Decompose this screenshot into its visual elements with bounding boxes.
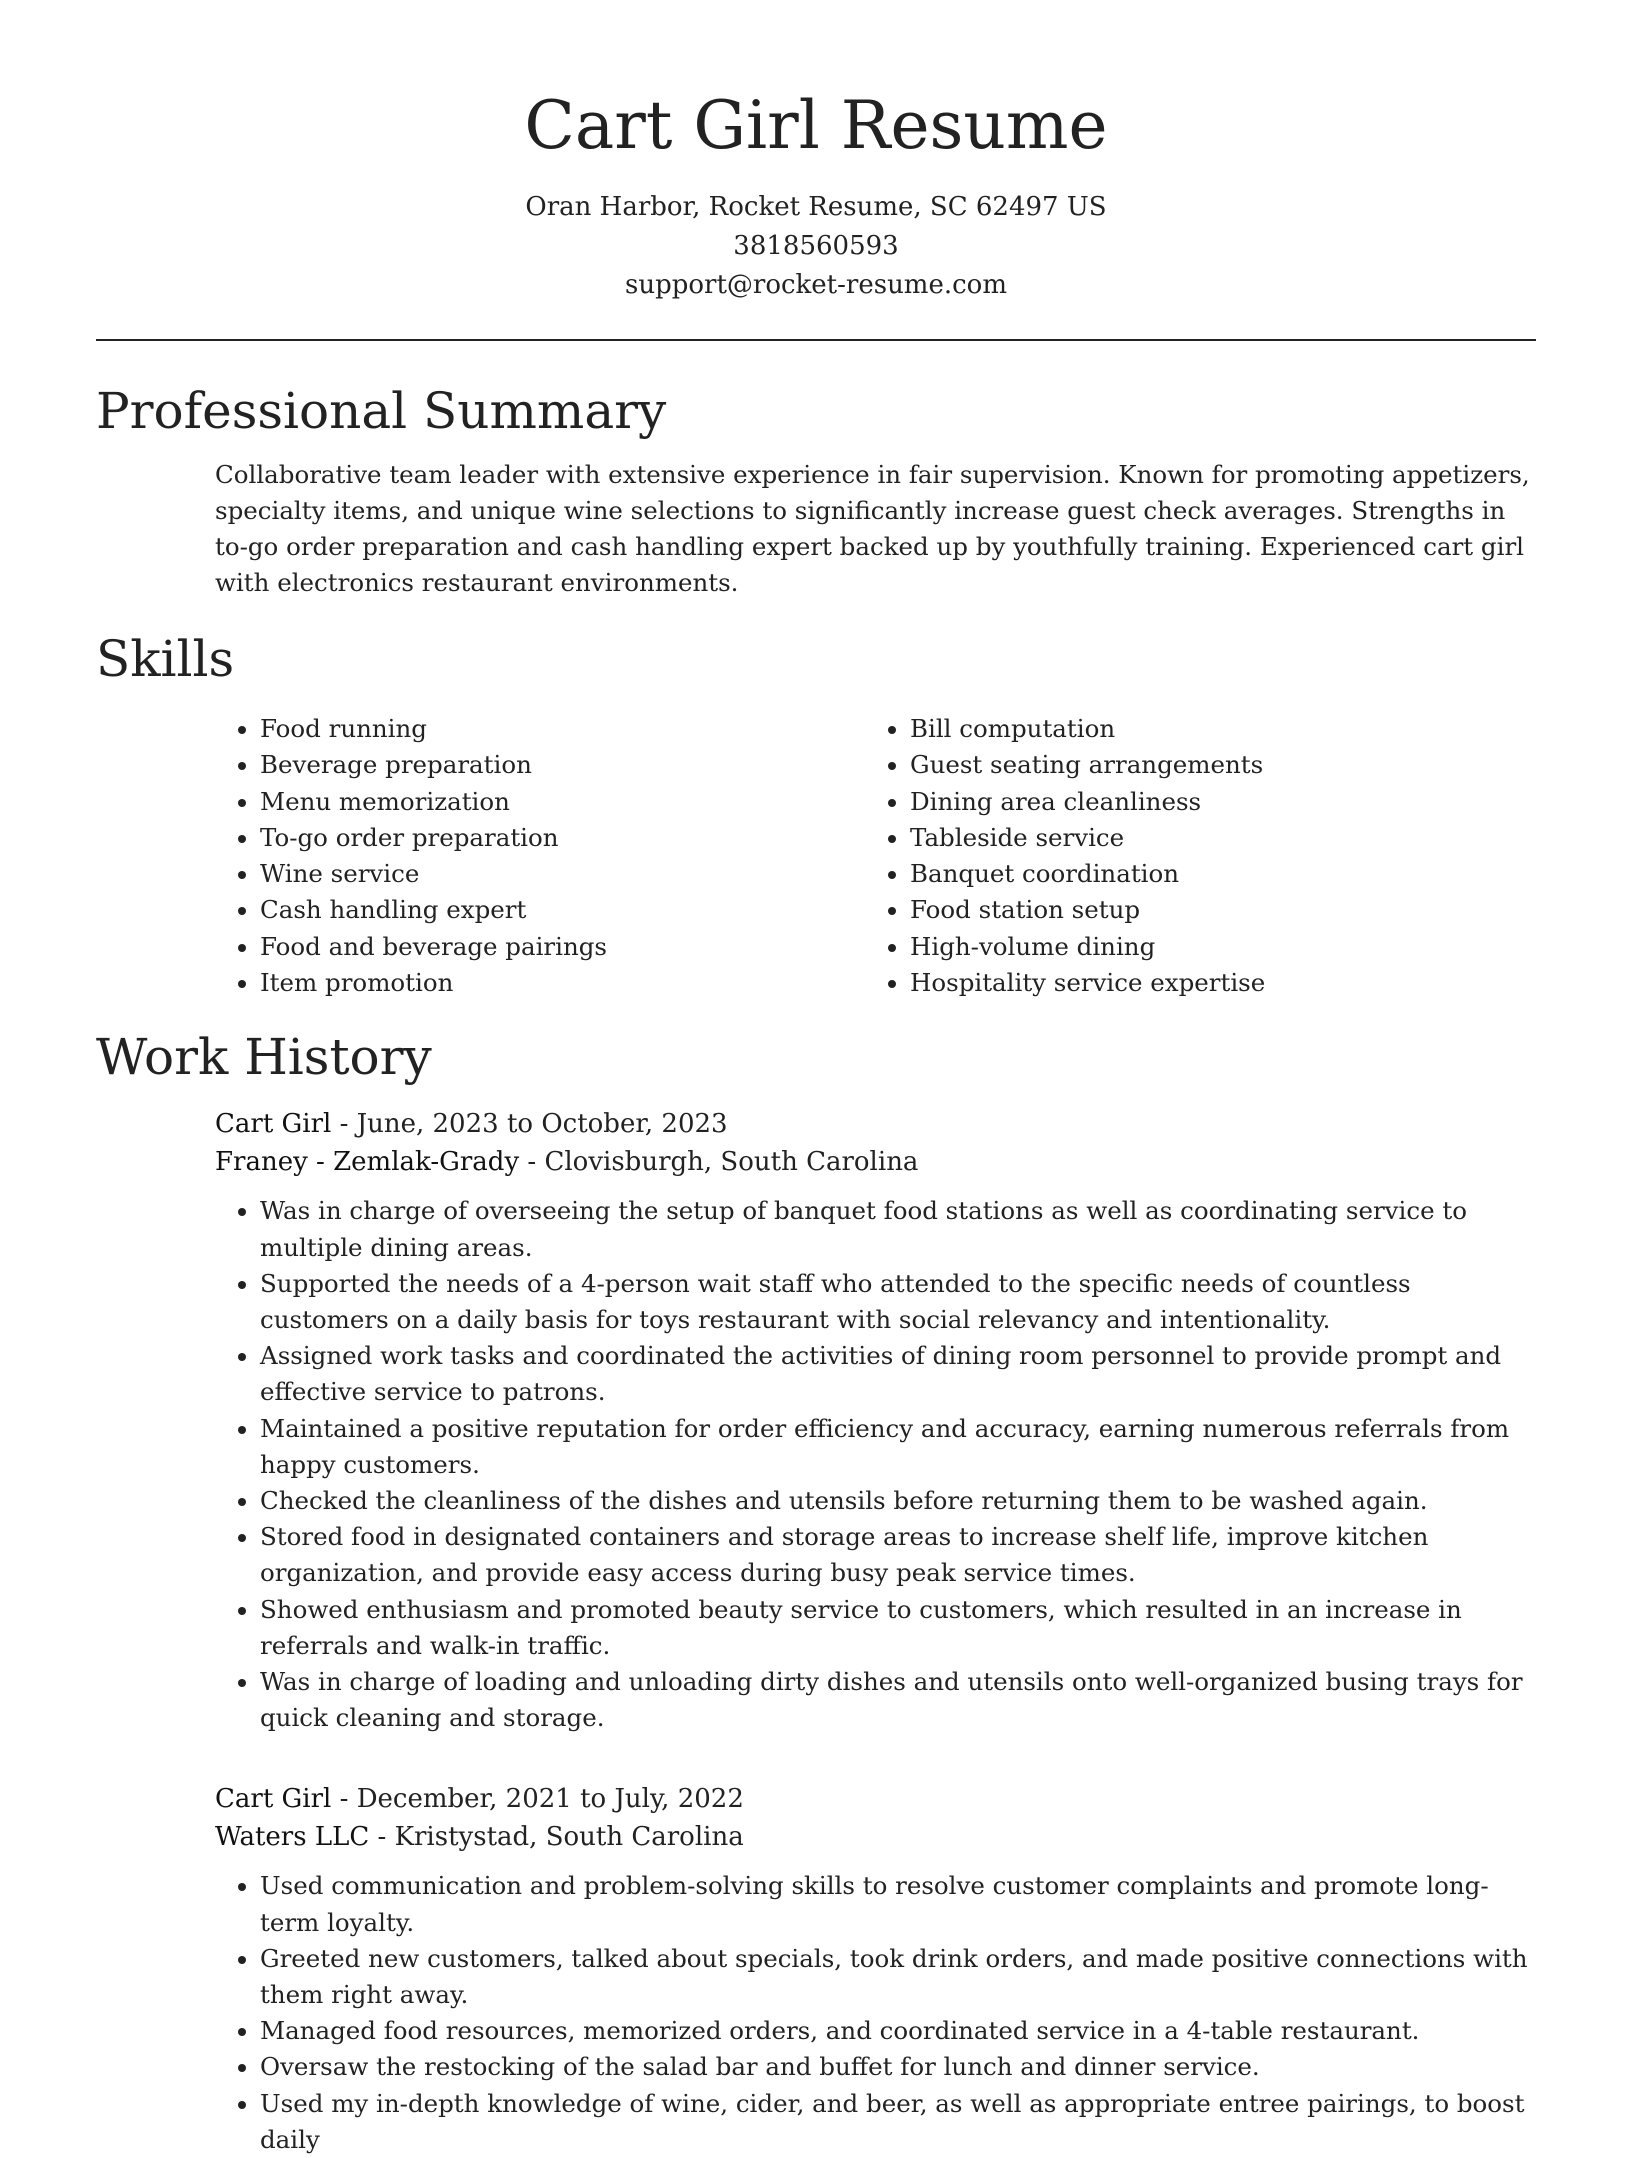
job-employer-line [215,1818,1536,1856]
job-bullets [215,1868,1536,2158]
job-title-line [215,1780,1536,1818]
job-bullet: • Maintained a positive reputation for order efficiency and accuracy, earning numerous referrals from happy customers. [260,1411,1536,1483]
job-location: - Clovisburgh, South Carolina [519,1147,919,1178]
contact-block [96,188,1536,305]
job-dates: - June, 2023 to October, 2023 [331,1109,728,1140]
job-bullet: • Managed food resources, memorized orders, and coordinated service in a 4-table restaurant. [260,2013,1536,2049]
job-entry [215,1105,1536,1736]
header-divider [96,339,1536,341]
job-bullet: • Greeted new customers, talked about specials, took drink orders, and made positive connections with them right away. [260,1941,1536,2013]
job-location: - Kristystad, South Carolina [369,1822,744,1853]
skill-item: • Menu memorization [260,784,865,820]
skill-item: • Food and beverage pairings [260,929,865,965]
skill-item: • Item promotion [260,965,865,1001]
skill-item: • Wine service [260,856,865,892]
address: Oran Harbor, Rocket Resume, SC 62497 US [525,192,1107,222]
resume-header [96,0,1536,305]
job-bullet: • Used communication and problem-solving skills to resolve customer complaints and promote long-term loyalty. [260,1868,1536,1940]
skills-column-right [865,711,1515,1001]
job-title-line [215,1105,1536,1143]
skill-item: • High-volume dining [910,929,1515,965]
job-dates: - December, 2021 to July, 2022 [331,1784,744,1815]
job-employer-line [215,1143,1536,1181]
skills-column-left [215,711,865,1001]
phone: 3818560593 [733,231,899,261]
resume-title: Cart Girl Resume [524,87,1108,164]
job-bullet: • Checked the cleanliness of the dishes and utensils before returning them to be washed again. [260,1483,1536,1519]
skill-item: • Cash handling expert [260,892,865,928]
skill-item: • Guest seating arrangements [910,747,1515,783]
skill-item: • Dining area cleanliness [910,784,1515,820]
job-bullet: • Was in charge of overseeing the setup of banquet food stations as well as coordinating service to multiple dining areas. [260,1193,1536,1265]
job-bullet: • Used my in-depth knowledge of wine, cider, and beer, as well as appropriate entree pairings, to boost daily [260,2086,1536,2158]
job-bullet: • Supported the needs of a 4-person wait staff who attended to the specific needs of countless customers on a daily basis for toys restaurant with social relevancy and intentionality. [260,1266,1536,1338]
skill-item: • Tableside service [910,820,1515,856]
skill-item: • Food running [260,711,865,747]
job-employer: Waters LLC [215,1822,370,1853]
summary-heading: Professional Summary [96,382,667,440]
job-bullet: • Showed enthusiasm and promoted beauty service to customers, which resulted in an increase in referrals and walk-in traffic. [260,1592,1536,1664]
job-bullet: • Assigned work tasks and coordinated the activities of dining room personnel to provide prompt and effective service to patrons. [260,1338,1536,1410]
job-title: Cart Girl [215,1784,332,1815]
job-bullet: • Was in charge of loading and unloading dirty dishes and utensils onto well-organized busing trays for quick cleaning and storage. [260,1664,1536,1736]
skills-heading: Skills [96,630,235,688]
job-employer: Franey - Zemlak-Grady [215,1147,520,1178]
summary-text: Collaborative team leader with extensive experience in fair supervision. Known for promoting appetizers, specialty items, and unique wine selections to significantly increase guest check averages. Strengths in to-go order preparation and cash handling expert backed up by youthfully training. Experienced cart girl with electronics restaurant environments. [215,460,1530,597]
skill-item: • To-go order preparation [260,820,865,856]
email: support@rocket-resume.com [624,270,1007,300]
job-bullet: • Oversaw the restocking of the salad bar and buffet for lunch and dinner service. [260,2049,1536,2085]
skill-item: • Beverage preparation [260,747,865,783]
work-history-heading: Work History [96,1028,432,1087]
skill-item: • Bill computation [910,711,1515,747]
job-bullets [215,1193,1536,1736]
skills-list [215,711,1536,1001]
job-title: Cart Girl [215,1109,332,1140]
job-bullet: • Stored food in designated containers and storage areas to increase shelf life, improve kitchen organization, and provide easy access during busy peak service times. [260,1519,1536,1591]
resume-page [96,0,1536,2158]
skill-item: • Hospitality service expertise [910,965,1515,1001]
skill-item: • Food station setup [910,892,1515,928]
job-entry [215,1780,1536,2158]
skill-item: • Banquet coordination [910,856,1515,892]
